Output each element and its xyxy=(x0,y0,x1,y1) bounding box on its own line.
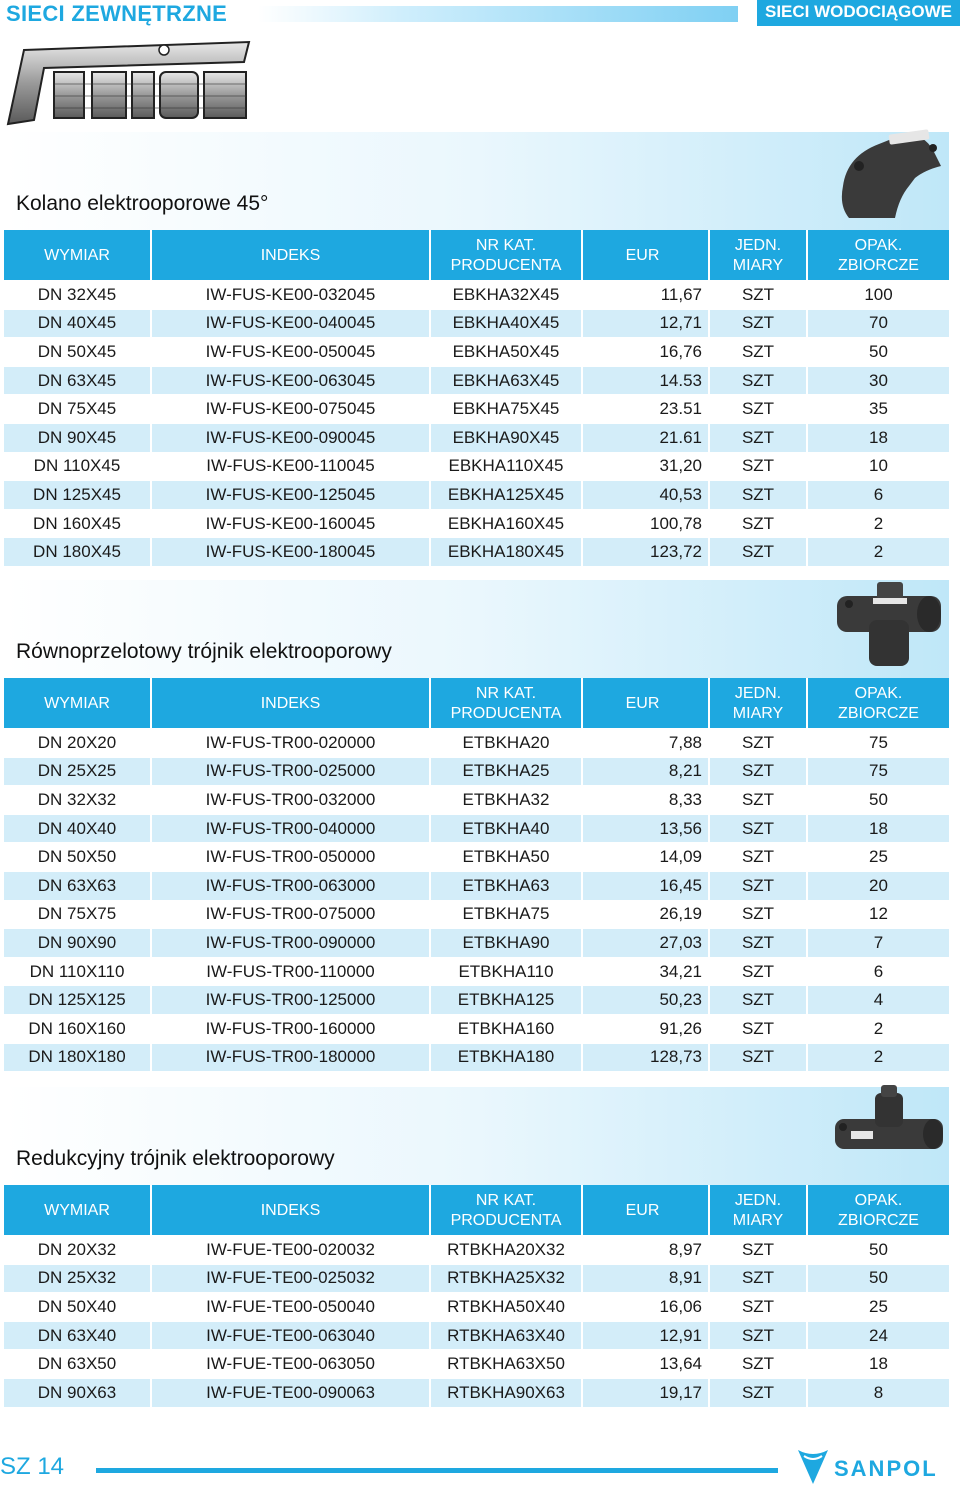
col-eur-cell: 34,21 xyxy=(583,957,710,986)
col-eur-cell: 16,06 xyxy=(583,1292,710,1321)
col-opak-zbiorcze-cell: 75 xyxy=(808,728,949,757)
table-row xyxy=(4,509,949,538)
col-nr-kat-cell: RTBKHA20X32 xyxy=(431,1235,583,1264)
col-eur-cell: 14.53 xyxy=(583,366,710,395)
col-nr-kat-cell: EBKHA50X45 xyxy=(431,337,583,366)
section-reducing-tee xyxy=(4,1087,949,1407)
col-wymiar-cell: DN 32X45 xyxy=(4,280,152,309)
table-row xyxy=(4,1014,949,1043)
col-wymiar-header: WYMIAR xyxy=(4,678,152,728)
table-row xyxy=(4,1043,949,1072)
col-wymiar-cell: DN 110X110 xyxy=(4,957,152,986)
table-row xyxy=(4,394,949,423)
col-opak-zbiorcze-header: OPAK. ZBIORCZE xyxy=(808,230,949,280)
sanpol-drop-icon xyxy=(796,1446,830,1486)
col-nr-kat-header: NR KAT. PRODUCENTA xyxy=(431,1185,583,1235)
col-jedn-miary-header: JEDN. MIARY xyxy=(710,1185,808,1235)
col-indeks-cell: IW-FUE-TE00-063040 xyxy=(152,1321,431,1350)
col-eur-cell: 12,71 xyxy=(583,309,710,338)
col-opak-zbiorcze-cell: 20 xyxy=(808,871,949,900)
col-jedn-miary-cell: SZT xyxy=(710,423,808,452)
col-opak-zbiorcze-cell: 50 xyxy=(808,1264,949,1293)
page-footer xyxy=(0,1440,960,1490)
col-eur-header: EUR xyxy=(583,230,710,280)
page-header xyxy=(0,0,960,28)
reducing-tee-image xyxy=(829,1081,949,1177)
table-row xyxy=(4,871,949,900)
col-indeks-cell: IW-FUE-TE00-090063 xyxy=(152,1378,431,1407)
table-row xyxy=(4,452,949,481)
col-eur-cell: 14,09 xyxy=(583,842,710,871)
table-row xyxy=(4,728,949,757)
section-header xyxy=(4,1087,949,1185)
col-indeks-cell: IW-FUS-TR00-063000 xyxy=(152,871,431,900)
brand-name: SANPOL xyxy=(834,1456,938,1481)
col-opak-zbiorcze-cell: 6 xyxy=(808,957,949,986)
col-jedn-miary-cell: SZT xyxy=(710,728,808,757)
section-elbow-45 xyxy=(4,132,949,566)
table-row xyxy=(4,423,949,452)
col-wymiar-cell: DN 75X75 xyxy=(4,900,152,929)
table-row xyxy=(4,928,949,957)
col-opak-zbiorcze-cell: 18 xyxy=(808,423,949,452)
section-title: Równoprzelotowy trójnik elektrooporowy xyxy=(16,640,392,663)
col-opak-zbiorcze-cell: 18 xyxy=(808,814,949,843)
col-nr-kat-header: NR KAT. PRODUCENTA xyxy=(431,230,583,280)
col-jedn-miary-cell: SZT xyxy=(710,509,808,538)
col-nr-kat-cell: EBKHA90X45 xyxy=(431,423,583,452)
col-wymiar-cell: DN 125X45 xyxy=(4,480,152,509)
col-indeks-cell: IW-FUS-TR00-020000 xyxy=(152,728,431,757)
col-wymiar-cell: DN 180X45 xyxy=(4,537,152,566)
col-wymiar-cell: DN 160X160 xyxy=(4,1014,152,1043)
fusion-logo xyxy=(4,40,254,130)
col-opak-zbiorcze-cell: 50 xyxy=(808,337,949,366)
col-nr-kat-cell: EBKHA110X45 xyxy=(431,452,583,481)
col-nr-kat-cell: ETBKHA63 xyxy=(431,871,583,900)
col-opak-zbiorcze-cell: 50 xyxy=(808,1235,949,1264)
col-eur-cell: 11,67 xyxy=(583,280,710,309)
col-nr-kat-cell: EBKHA32X45 xyxy=(431,280,583,309)
col-eur-cell: 23.51 xyxy=(583,394,710,423)
section-title: Kolano elektrooporowe 45° xyxy=(16,192,269,215)
col-indeks-cell: IW-FUS-TR00-090000 xyxy=(152,928,431,957)
table-row xyxy=(4,1235,949,1264)
col-nr-kat-cell: RTBKHA50X40 xyxy=(431,1292,583,1321)
col-eur-cell: 13,64 xyxy=(583,1349,710,1378)
table-reducing-tee xyxy=(4,1185,949,1407)
col-nr-kat-cell: EBKHA63X45 xyxy=(431,366,583,395)
col-opak-zbiorcze-header: OPAK. ZBIORCZE xyxy=(808,678,949,728)
col-wymiar-cell: DN 50X40 xyxy=(4,1292,152,1321)
col-nr-kat-cell: ETBKHA50 xyxy=(431,842,583,871)
col-wymiar-header: WYMIAR xyxy=(4,1185,152,1235)
col-opak-zbiorcze-header: OPAK. ZBIORCZE xyxy=(808,1185,949,1235)
col-opak-zbiorcze-cell: 35 xyxy=(808,394,949,423)
col-opak-zbiorcze-cell: 30 xyxy=(808,366,949,395)
col-eur-header: EUR xyxy=(583,678,710,728)
col-wymiar-header: WYMIAR xyxy=(4,230,152,280)
col-eur-cell: 91,26 xyxy=(583,1014,710,1043)
col-eur-cell: 19,17 xyxy=(583,1378,710,1407)
col-wymiar-cell: DN 75X45 xyxy=(4,394,152,423)
col-indeks-cell: IW-FUS-KE00-125045 xyxy=(152,480,431,509)
col-wymiar-cell: DN 25X25 xyxy=(4,757,152,786)
col-jedn-miary-cell: SZT xyxy=(710,757,808,786)
col-wymiar-cell: DN 63X50 xyxy=(4,1349,152,1378)
col-eur-cell: 21.61 xyxy=(583,423,710,452)
col-jedn-miary-cell: SZT xyxy=(710,537,808,566)
col-nr-kat-cell: EBKHA180X45 xyxy=(431,537,583,566)
col-jedn-miary-cell: SZT xyxy=(710,1292,808,1321)
col-indeks-cell: IW-FUS-TR00-032000 xyxy=(152,785,431,814)
col-jedn-miary-header: JEDN. MIARY xyxy=(710,678,808,728)
table-row xyxy=(4,785,949,814)
col-eur-cell: 13,56 xyxy=(583,814,710,843)
col-eur-cell: 40,53 xyxy=(583,480,710,509)
col-opak-zbiorcze-cell: 4 xyxy=(808,985,949,1014)
table-row xyxy=(4,842,949,871)
col-eur-cell: 100,78 xyxy=(583,509,710,538)
col-jedn-miary-cell: SZT xyxy=(710,928,808,957)
col-indeks-cell: IW-FUS-TR00-125000 xyxy=(152,985,431,1014)
col-nr-kat-cell: ETBKHA110 xyxy=(431,957,583,986)
table-row xyxy=(4,1292,949,1321)
col-indeks-cell: IW-FUS-KE00-160045 xyxy=(152,509,431,538)
col-opak-zbiorcze-cell: 2 xyxy=(808,1014,949,1043)
col-nr-kat-header: NR KAT. PRODUCENTA xyxy=(431,678,583,728)
col-eur-cell: 31,20 xyxy=(583,452,710,481)
table-row xyxy=(4,1321,949,1350)
col-jedn-miary-cell: SZT xyxy=(710,842,808,871)
col-nr-kat-cell: RTBKHA63X50 xyxy=(431,1349,583,1378)
col-indeks-header: INDEKS xyxy=(152,1185,431,1235)
col-opak-zbiorcze-cell: 6 xyxy=(808,480,949,509)
col-jedn-miary-cell: SZT xyxy=(710,1349,808,1378)
col-opak-zbiorcze-cell: 25 xyxy=(808,842,949,871)
col-nr-kat-cell: EBKHA160X45 xyxy=(431,509,583,538)
col-eur-cell: 50,23 xyxy=(583,985,710,1014)
col-eur-cell: 8,21 xyxy=(583,757,710,786)
table-row xyxy=(4,337,949,366)
table-row xyxy=(4,366,949,395)
col-indeks-cell: IW-FUE-TE00-050040 xyxy=(152,1292,431,1321)
col-indeks-header: INDEKS xyxy=(152,678,431,728)
col-opak-zbiorcze-cell: 50 xyxy=(808,785,949,814)
col-indeks-cell: IW-FUS-KE00-110045 xyxy=(152,452,431,481)
col-nr-kat-cell: ETBKHA90 xyxy=(431,928,583,957)
col-eur-cell: 8,33 xyxy=(583,785,710,814)
table-row xyxy=(4,985,949,1014)
table-row xyxy=(4,1378,949,1407)
col-wymiar-cell: DN 63X40 xyxy=(4,1321,152,1350)
col-eur-header: EUR xyxy=(583,1185,710,1235)
col-indeks-cell: IW-FUS-TR00-160000 xyxy=(152,1014,431,1043)
col-nr-kat-cell: ETBKHA20 xyxy=(431,728,583,757)
col-eur-cell: 8,97 xyxy=(583,1235,710,1264)
sanpol-logo xyxy=(796,1446,956,1488)
table-row xyxy=(4,480,949,509)
table-row xyxy=(4,309,949,338)
col-indeks-cell: IW-FUS-TR00-075000 xyxy=(152,900,431,929)
col-wymiar-cell: DN 90X63 xyxy=(4,1378,152,1407)
col-jedn-miary-cell: SZT xyxy=(710,1014,808,1043)
col-nr-kat-cell: EBKHA75X45 xyxy=(431,394,583,423)
col-nr-kat-cell: ETBKHA40 xyxy=(431,814,583,843)
col-eur-cell: 7,88 xyxy=(583,728,710,757)
col-nr-kat-cell: ETBKHA32 xyxy=(431,785,583,814)
col-nr-kat-cell: ETBKHA25 xyxy=(431,757,583,786)
col-eur-cell: 123,72 xyxy=(583,537,710,566)
col-wymiar-cell: DN 20X20 xyxy=(4,728,152,757)
table-row xyxy=(4,814,949,843)
col-indeks-cell: IW-FUE-TE00-020032 xyxy=(152,1235,431,1264)
section-equal-tee xyxy=(4,580,949,1071)
col-indeks-cell: IW-FUE-TE00-025032 xyxy=(152,1264,431,1293)
col-jedn-miary-cell: SZT xyxy=(710,957,808,986)
col-wymiar-cell: DN 40X40 xyxy=(4,814,152,843)
col-indeks-cell: IW-FUE-TE00-063050 xyxy=(152,1349,431,1378)
col-indeks-cell: IW-FUS-KE00-063045 xyxy=(152,366,431,395)
col-jedn-miary-cell: SZT xyxy=(710,337,808,366)
col-indeks-cell: IW-FUS-KE00-040045 xyxy=(152,309,431,338)
col-wymiar-cell: DN 90X90 xyxy=(4,928,152,957)
header-gradient-line xyxy=(258,6,738,22)
col-indeks-cell: IW-FUS-KE00-180045 xyxy=(152,537,431,566)
elbow-fitting-image xyxy=(829,126,949,222)
col-opak-zbiorcze-cell: 2 xyxy=(808,509,949,538)
equal-tee-image xyxy=(829,574,949,670)
col-wymiar-cell: DN 32X32 xyxy=(4,785,152,814)
col-opak-zbiorcze-cell: 2 xyxy=(808,537,949,566)
table-row xyxy=(4,757,949,786)
col-nr-kat-cell: EBKHA125X45 xyxy=(431,480,583,509)
col-wymiar-cell: DN 20X32 xyxy=(4,1235,152,1264)
col-eur-cell: 16,76 xyxy=(583,337,710,366)
col-indeks-cell: IW-FUS-TR00-025000 xyxy=(152,757,431,786)
col-indeks-cell: IW-FUS-KE00-075045 xyxy=(152,394,431,423)
col-indeks-cell: IW-FUS-TR00-040000 xyxy=(152,814,431,843)
section-header xyxy=(4,580,949,678)
col-wymiar-cell: DN 25X32 xyxy=(4,1264,152,1293)
col-indeks-cell: IW-FUS-KE00-050045 xyxy=(152,337,431,366)
header-subcategory: SIECI WODOCIĄGOWE xyxy=(757,0,960,26)
col-nr-kat-cell: ETBKHA160 xyxy=(431,1014,583,1043)
col-nr-kat-cell: RTBKHA63X40 xyxy=(431,1321,583,1350)
col-opak-zbiorcze-cell: 10 xyxy=(808,452,949,481)
table-row xyxy=(4,537,949,566)
col-jedn-miary-cell: SZT xyxy=(710,394,808,423)
col-jedn-miary-cell: SZT xyxy=(710,452,808,481)
col-wymiar-cell: DN 50X45 xyxy=(4,337,152,366)
col-jedn-miary-header: JEDN. MIARY xyxy=(710,230,808,280)
col-jedn-miary-cell: SZT xyxy=(710,480,808,509)
section-title: Redukcyjny trójnik elektrooporowy xyxy=(16,1147,335,1170)
col-opak-zbiorcze-cell: 25 xyxy=(808,1292,949,1321)
col-jedn-miary-cell: SZT xyxy=(710,280,808,309)
col-jedn-miary-cell: SZT xyxy=(710,985,808,1014)
page-number: SZ 14 xyxy=(0,1453,65,1480)
col-indeks-cell: IW-FUS-TR00-110000 xyxy=(152,957,431,986)
col-opak-zbiorcze-cell: 24 xyxy=(808,1321,949,1350)
col-eur-cell: 27,03 xyxy=(583,928,710,957)
col-nr-kat-cell: RTBKHA25X32 xyxy=(431,1264,583,1293)
col-indeks-cell: IW-FUS-TR00-050000 xyxy=(152,842,431,871)
section-header xyxy=(4,132,949,230)
col-wymiar-cell: DN 160X45 xyxy=(4,509,152,538)
col-eur-cell: 128,73 xyxy=(583,1043,710,1072)
col-wymiar-cell: DN 50X50 xyxy=(4,842,152,871)
col-jedn-miary-cell: SZT xyxy=(710,900,808,929)
table-row xyxy=(4,900,949,929)
col-eur-cell: 8,91 xyxy=(583,1264,710,1293)
col-indeks-cell: IW-FUS-KE00-090045 xyxy=(152,423,431,452)
col-jedn-miary-cell: SZT xyxy=(710,1321,808,1350)
col-jedn-miary-cell: SZT xyxy=(710,785,808,814)
col-opak-zbiorcze-cell: 2 xyxy=(808,1043,949,1072)
footer-line xyxy=(96,1468,778,1473)
col-opak-zbiorcze-cell: 70 xyxy=(808,309,949,338)
col-opak-zbiorcze-cell: 12 xyxy=(808,900,949,929)
col-wymiar-cell: DN 90X45 xyxy=(4,423,152,452)
col-jedn-miary-cell: SZT xyxy=(710,366,808,395)
col-opak-zbiorcze-cell: 8 xyxy=(808,1378,949,1407)
col-jedn-miary-cell: SZT xyxy=(710,309,808,338)
col-opak-zbiorcze-cell: 7 xyxy=(808,928,949,957)
col-wymiar-cell: DN 180X180 xyxy=(4,1043,152,1072)
col-jedn-miary-cell: SZT xyxy=(710,1378,808,1407)
table-row xyxy=(4,957,949,986)
col-nr-kat-cell: ETBKHA125 xyxy=(431,985,583,1014)
col-nr-kat-cell: RTBKHA90X63 xyxy=(431,1378,583,1407)
col-wymiar-cell: DN 63X63 xyxy=(4,871,152,900)
col-wymiar-cell: DN 110X45 xyxy=(4,452,152,481)
col-eur-cell: 12,91 xyxy=(583,1321,710,1350)
col-nr-kat-cell: ETBKHA180 xyxy=(431,1043,583,1072)
col-jedn-miary-cell: SZT xyxy=(710,814,808,843)
col-jedn-miary-cell: SZT xyxy=(710,871,808,900)
header-category: SIECI ZEWNĘTRZNE xyxy=(6,1,228,26)
table-equal-tee xyxy=(4,678,949,1071)
col-jedn-miary-cell: SZT xyxy=(710,1264,808,1293)
col-opak-zbiorcze-cell: 100 xyxy=(808,280,949,309)
col-jedn-miary-cell: SZT xyxy=(710,1235,808,1264)
col-nr-kat-cell: ETBKHA75 xyxy=(431,900,583,929)
col-nr-kat-cell: EBKHA40X45 xyxy=(431,309,583,338)
col-opak-zbiorcze-cell: 18 xyxy=(808,1349,949,1378)
table-row xyxy=(4,280,949,309)
col-wymiar-cell: DN 40X45 xyxy=(4,309,152,338)
table-row xyxy=(4,1349,949,1378)
col-indeks-cell: IW-FUS-KE00-032045 xyxy=(152,280,431,309)
col-indeks-cell: IW-FUS-TR00-180000 xyxy=(152,1043,431,1072)
col-eur-cell: 16,45 xyxy=(583,871,710,900)
col-wymiar-cell: DN 63X45 xyxy=(4,366,152,395)
col-wymiar-cell: DN 125X125 xyxy=(4,985,152,1014)
col-indeks-header: INDEKS xyxy=(152,230,431,280)
col-eur-cell: 26,19 xyxy=(583,900,710,929)
table-row xyxy=(4,1264,949,1293)
table-elbow-45 xyxy=(4,230,949,566)
col-jedn-miary-cell: SZT xyxy=(710,1043,808,1072)
col-opak-zbiorcze-cell: 75 xyxy=(808,757,949,786)
